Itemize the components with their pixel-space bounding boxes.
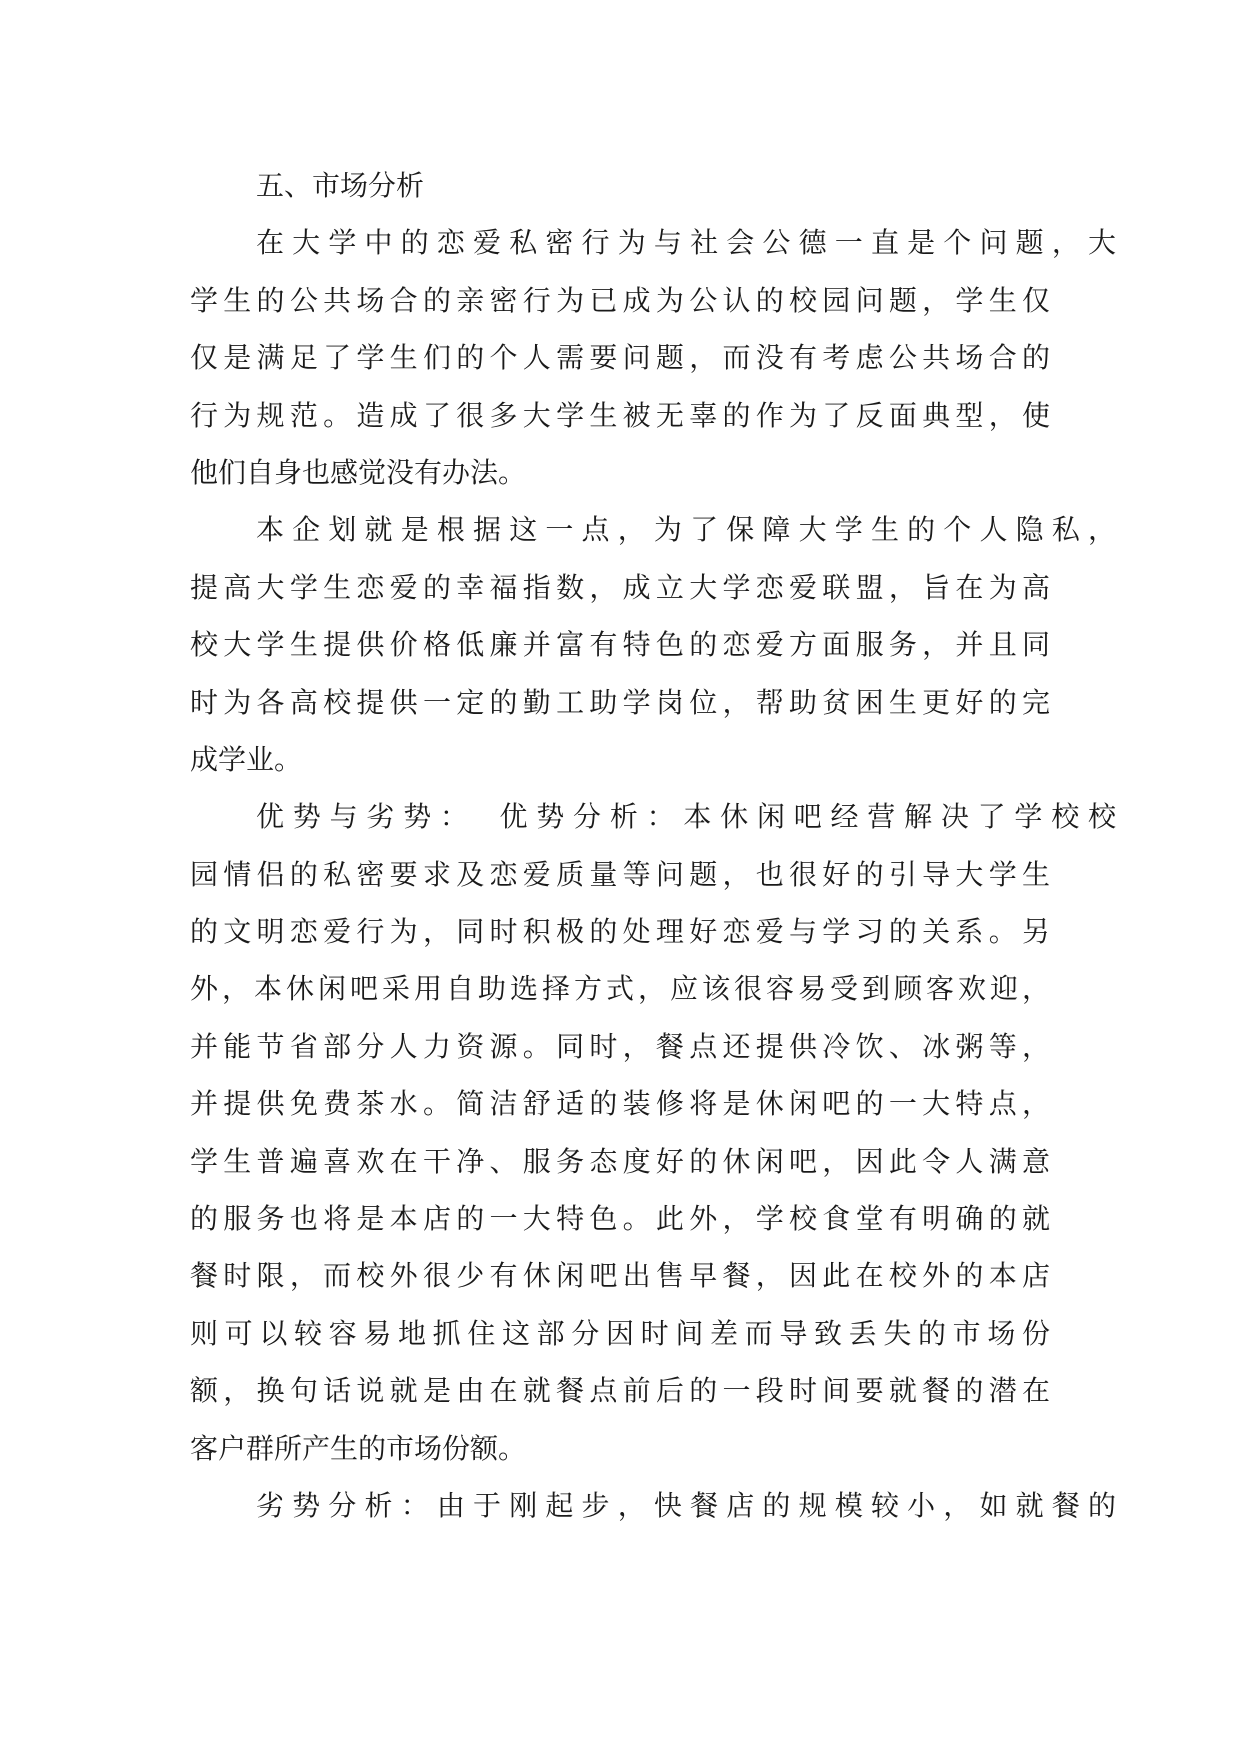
text-line: 学生普遍喜欢在干净、服务态度好的休闲吧，因此令人满意 [190,1144,1050,1178]
text-line: 本企划就是根据这一点，为了保障大学生的个人隐私， [256,513,1116,547]
document-body [190,157,1116,1534]
text-line: 的文明恋爱行为，同时积极的处理好恋爱与学习的关系。另 [190,915,1050,949]
text-line: 的服务也将是本店的一大特色。此外，学校食堂有明确的就 [190,1202,1050,1236]
text-line: 仅是满足了学生们的个人需要问题，而没有考虑公共场合的 [190,341,1050,375]
text-line: 园情侣的私密要求及恋爱质量等问题，也很好的引导大学生 [190,857,1050,891]
text-line: 行为规范。造成了很多大学生被无辜的作为了反面典型，使 [190,398,1050,432]
text-line: 客户群所产生的市场份额。 [190,1431,527,1465]
text-line: 五、市场分析 [256,169,425,202]
text-line: 餐时限，而校外很少有休闲吧出售早餐，因此在校外的本店 [190,1259,1050,1293]
text-line: 在大学中的恋爱私密行为与社会公德一直是个问题，大 [256,226,1116,260]
text-line: 校大学生提供价格低廉并富有特色的恋爱方面服务，并且同 [190,628,1050,662]
text-line: 成学业。 [190,742,303,776]
text-line: 时为各高校提供一定的勤工助学岗位，帮助贫困生更好的完 [190,685,1050,719]
text-line: 优势与劣势： 优势分析：本休闲吧经营解决了学校校 [256,800,1116,834]
text-line: 学生的公共场合的亲密行为已成为公认的校园问题，学生仅 [190,283,1050,317]
text-line: 劣势分析：由于刚起步，快餐店的规模较小，如就餐的 [256,1488,1116,1522]
text-line: 并能节省部分人力资源。同时，餐点还提供冷饮、冰粥等， [190,1029,1050,1063]
text-line: 则可以较容易地抓住这部分因时间差而导致丢失的市场份 [190,1316,1050,1350]
text-line: 提高大学生恋爱的幸福指数，成立大学恋爱联盟，旨在为高 [190,570,1050,604]
text-line: 外，本休闲吧采用自助选择方式，应该很容易受到顾客欢迎， [190,972,1050,1006]
text-line: 他们自身也感觉没有办法。 [190,455,527,489]
text-line: 并提供免费茶水。简洁舒适的装修将是休闲吧的一大特点， [190,1087,1050,1121]
text-line: 额，换句话说就是由在就餐点前后的一段时间要就餐的潜在 [190,1374,1050,1408]
